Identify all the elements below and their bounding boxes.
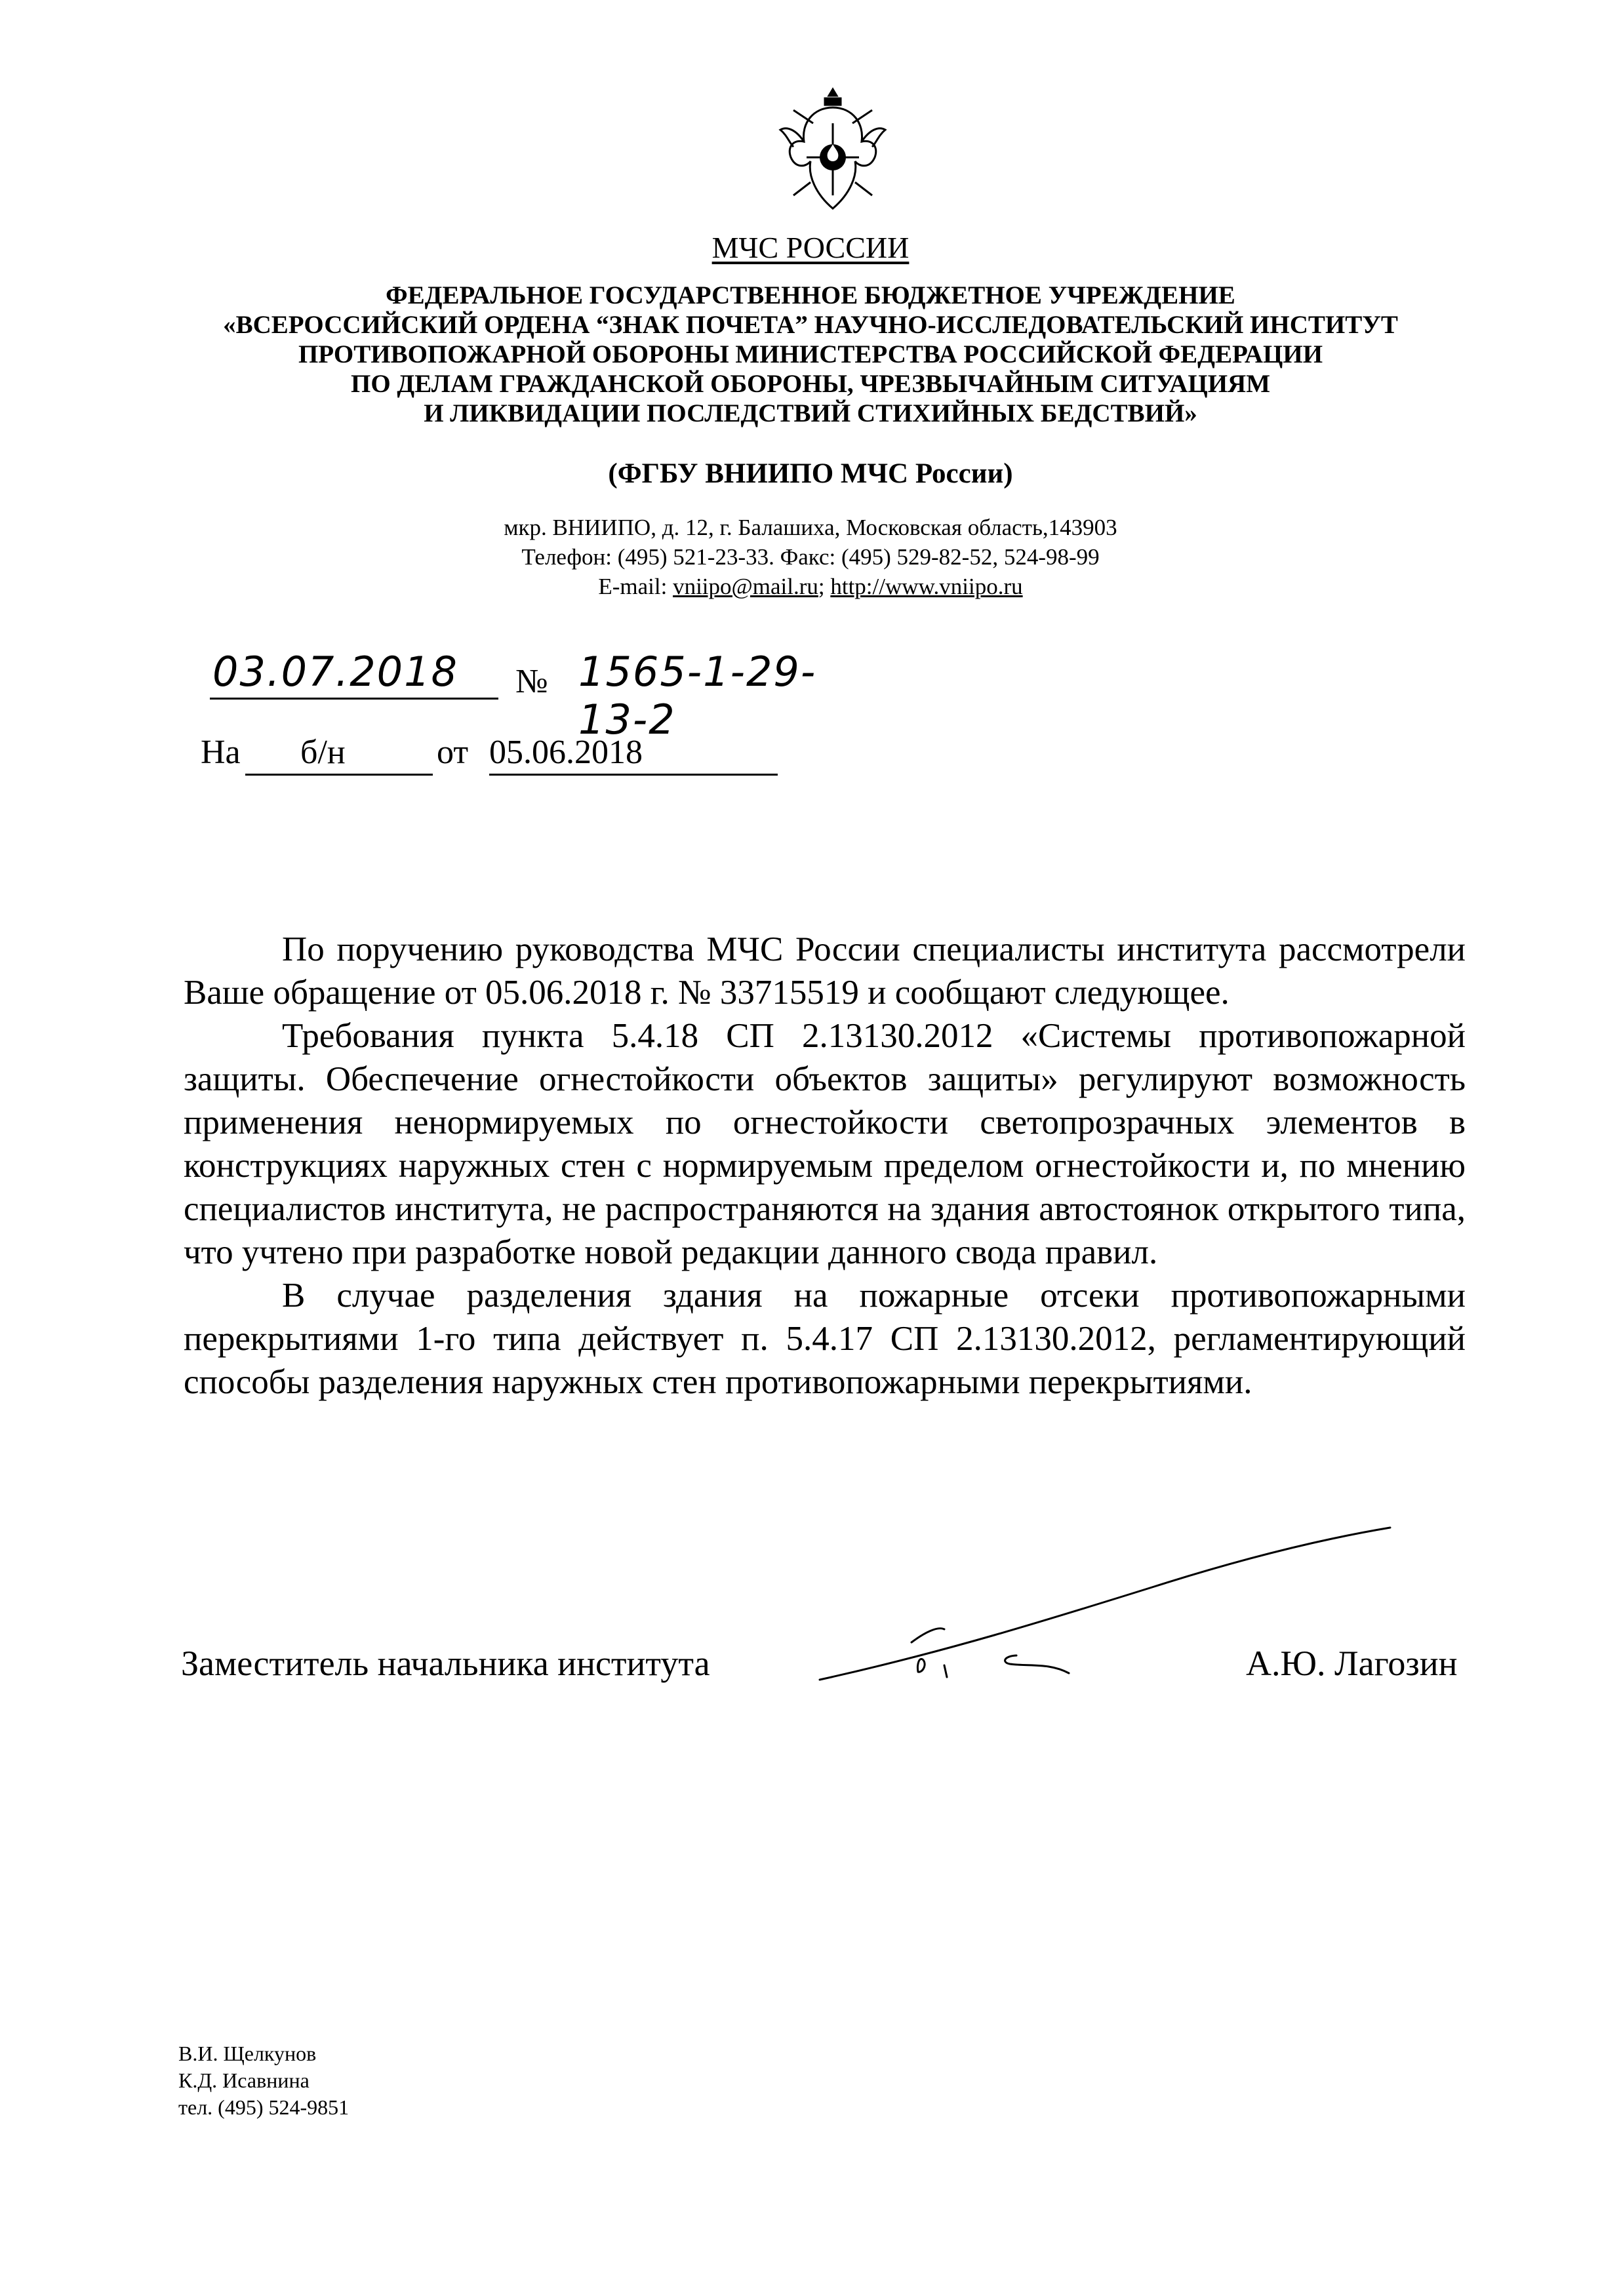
email-line bbox=[0, 572, 1621, 601]
organization-name bbox=[0, 281, 1621, 428]
signer-position: Заместитель начальника института bbox=[181, 1644, 710, 1683]
org-line: И ЛИКВИДАЦИИ ПОСЛЕДСТВИЙ СТИХИЙНЫХ БЕДСТВИЙ» bbox=[424, 399, 1197, 427]
reply-ref-line bbox=[245, 733, 433, 776]
executor-name: К.Д. Исавнина bbox=[178, 2068, 310, 2092]
paragraph: По поручению руководства МЧС России специалисты института рассмотрели Ваше обращение от 05.06.2018 г. № 33715519 и сообщают следующее. bbox=[184, 930, 1466, 1012]
reply-label: На bbox=[201, 734, 241, 771]
outgoing-number-field bbox=[572, 648, 860, 743]
outgoing-number: 1565-1-29-13-2 bbox=[578, 648, 817, 743]
mchs-emblem-icon bbox=[767, 84, 898, 215]
reply-date-line bbox=[489, 733, 778, 776]
separator: ; bbox=[818, 574, 831, 599]
signer-name: А.Ю. Лагозин bbox=[1246, 1644, 1458, 1683]
organization-abbreviation: (ФГБУ ВНИИПО МЧС России) bbox=[608, 458, 1013, 489]
org-line: ФЕДЕРАЛЬНОЕ ГОСУДАРСТВЕННОЕ БЮДЖЕТНОЕ УЧРЕЖДЕНИЕ bbox=[386, 281, 1235, 309]
reply-date: 05.06.2018 bbox=[489, 734, 643, 771]
address: мкр. ВНИИПО, д. 12, г. Балашиха, Московская область,143903 bbox=[504, 515, 1117, 540]
from-label: от bbox=[437, 734, 469, 771]
website-link[interactable]: http://www.vniipo.ru bbox=[830, 574, 1023, 599]
executor-phone: тел. (495) 524-9851 bbox=[178, 2095, 350, 2119]
outgoing-date: 03.07.2018 bbox=[212, 648, 458, 696]
org-line: ПРОТИВОПОЖАРНОЙ ОБОРОНЫ МИНИСТЕРСТВА РОССИЙСКОЙ ФЕДЕРАЦИИ bbox=[298, 340, 1323, 368]
letter-body bbox=[184, 928, 1466, 1404]
ministry-title bbox=[0, 229, 1621, 266]
paragraph: В случае разделения здания на пожарные отсеки противопожарными перекрытиями 1-го типа действует п. 5.4.17 СП 2.13130.2012, регламентирующий способы разделения наружных стен противопожарными перекрытиями. bbox=[184, 1277, 1466, 1401]
contacts-block bbox=[0, 513, 1621, 601]
paragraph: Требования пункта 5.4.18 СП 2.13130.2012 «Системы противопожарной защиты. Обеспечение огнестойкости объектов защиты» регулируют возможность применения ненормируемых по огнестойкости светопрозрачных элементов в конструкциях наружных стен с нормируемым пределом огнестойкости и, по мнению специалистов института, не распространяются на здания автостоянок открытого типа, что учтено при разработке новой редакции данного свода правил. bbox=[184, 1017, 1466, 1271]
email-link[interactable]: vniipo@mail.ru bbox=[673, 574, 818, 599]
org-line: ПО ДЕЛАМ ГРАЖДАНСКОЙ ОБОРОНЫ, ЧРЕЗВЫЧАЙНЫМ СИТУАЦИЯМ bbox=[350, 370, 1271, 398]
ministry-name: МЧС РОССИИ bbox=[711, 231, 910, 264]
reply-ref: б/н bbox=[300, 734, 346, 771]
org-line: «ВСЕРОССИЙСКИЙ ОРДЕНА “ЗНАК ПОЧЕТА” НАУЧНО-ИССЛЕДОВАТЕЛЬСКИЙ ИНСТИТУТ bbox=[223, 311, 1398, 339]
executor-name: В.И. Щелкунов bbox=[178, 2042, 317, 2065]
executors-block bbox=[178, 2040, 349, 2121]
phone-fax: Телефон: (495) 521-23-33. Факс: (495) 529-82-52, 524-98-99 bbox=[521, 544, 1100, 570]
number-label: № bbox=[515, 663, 548, 700]
email-label: E-mail: bbox=[598, 574, 673, 599]
outgoing-date-line bbox=[210, 649, 498, 700]
